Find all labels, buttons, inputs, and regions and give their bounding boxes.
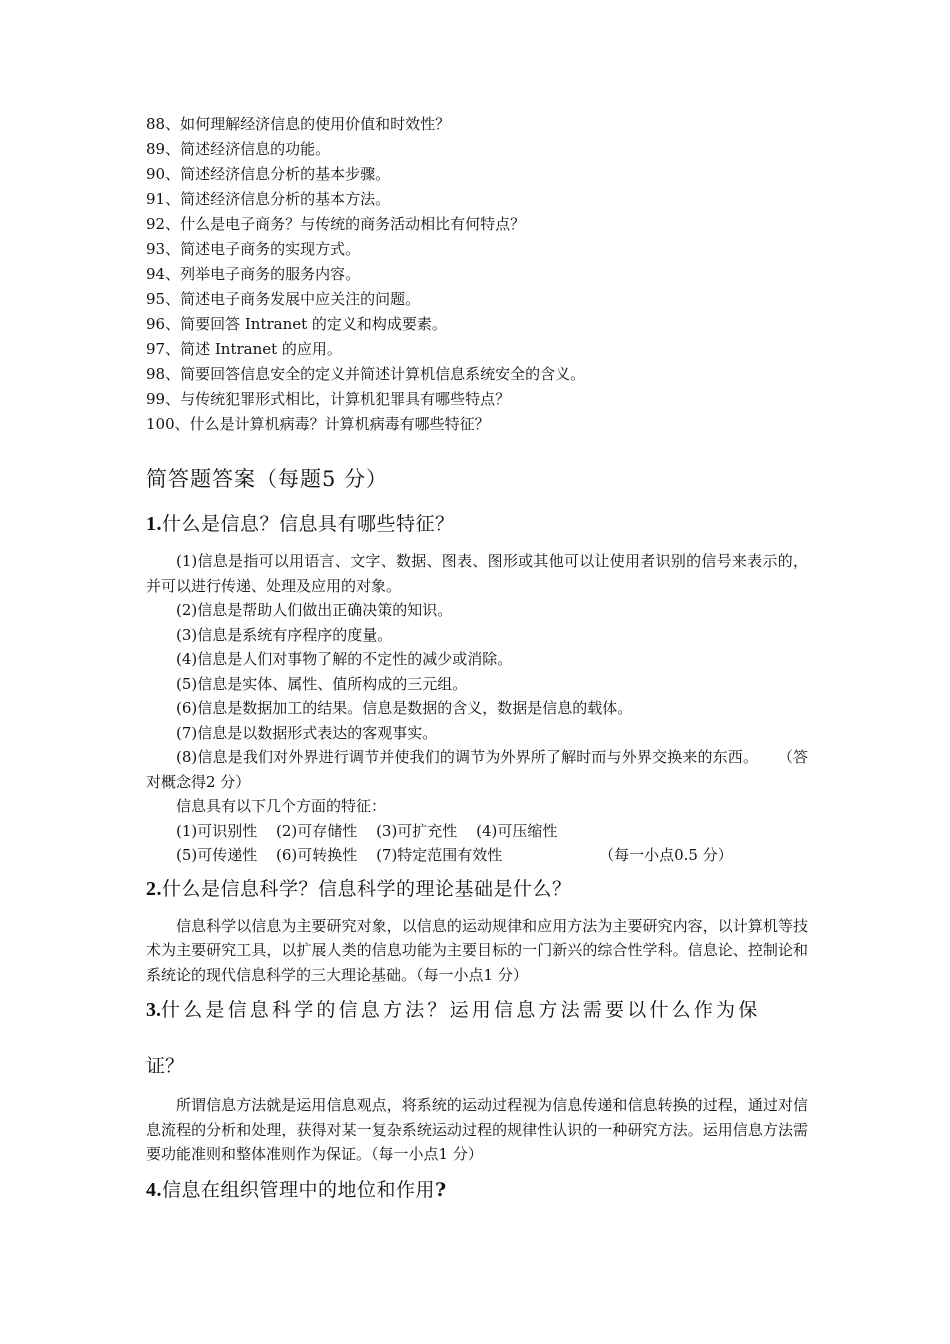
question-item: 92、什么是电子商务？与传统的商务活动相比有何特点？	[146, 215, 526, 233]
answer-3-text: 所谓信息方法就是运用信息观点，将系统的运动过程视为信息传递和信息转换的过程，通过对信息流程的分析和处理，获得对某一复杂系统运动过程的规律性认识的一种研究方法。运用信息方法需要功能准则和整体准则作为保证。	[146, 1096, 808, 1163]
feature-item: (6)可转换性	[276, 846, 358, 864]
answer-2-body	[146, 914, 808, 988]
answer-3-title: 什么是信息科学的信息方法？运用信息方法需要以什么作为保	[161, 999, 761, 1021]
question-item: 98、简要回答信息安全的定义并简述计算机信息系统安全的含义。	[146, 365, 586, 383]
answer-4-heading	[146, 1175, 808, 1205]
answer-1-title: 什么是信息？信息具有哪些特征？	[162, 513, 455, 535]
document-page	[146, 112, 808, 1205]
features-row-2	[146, 843, 808, 868]
question-item: 91、简述经济信息分析的基本方法。	[146, 190, 391, 208]
answer-3-number: 3.	[146, 999, 161, 1021]
feature-item: (2)可存储性	[276, 821, 358, 840]
feature-item: (7)特定范围有效性	[376, 846, 503, 864]
question-item: 93、简述电子商务的实现方式。	[146, 240, 361, 258]
answer-2-title: 什么是信息科学？信息科学的理论基础是什么？	[162, 877, 572, 900]
feature-item: (5)可传递性	[176, 846, 258, 864]
definition-item: (2)信息是帮助人们做出正确决策的知识。	[176, 601, 453, 619]
answer-3-score-note: （每一小点1 分）	[371, 1145, 483, 1163]
answer-4-title: 信息在组织管理中的地位和作用	[162, 1178, 436, 1201]
answer-4-question-mark: ?	[435, 1178, 447, 1201]
question-item: 95、简述电子商务发展中应关注的问题。	[146, 290, 421, 308]
answer-3-heading	[146, 995, 808, 1025]
question-item: 90、简述经济信息分析的基本步骤。	[146, 165, 391, 183]
definition-score-note: （答对概念得2 分）	[146, 748, 808, 791]
answer-1-body	[146, 549, 808, 868]
answer-3-heading-continued: 证？	[146, 1055, 185, 1077]
answer-1-heading	[146, 509, 808, 539]
feature-item: (4)可压缩性	[476, 821, 558, 840]
features-intro: 信息具有以下几个方面的特征：	[176, 797, 387, 815]
definition-item: (7)信息是以数据形式表达的客观事实。	[176, 723, 438, 742]
answer-2-text: 信息科学以信息为主要研究对象，以信息的运动规律和应用方法为主要研究内容，以计算机等技术为主要研究工具，以扩展人类的信息功能为主要目标的一门新兴的综合性学科。信息论、控制论和系统论的现代信息科学的三大理论基础。	[146, 916, 808, 984]
question-item: 89、简述经济信息的功能。	[146, 140, 331, 158]
question-list	[146, 112, 808, 437]
question-item: 100、什么是计算机病毒？计算机病毒有哪些特征？	[146, 415, 490, 433]
question-item: 97、简述 Intranet 的应用。	[146, 340, 342, 358]
definition-8-text: (8)信息是我们对外界进行调节并使我们的调节为外界所了解时而与外界交换来的东西。	[176, 748, 759, 766]
answers-section-title: 简答题答案（每题5 分）	[146, 467, 389, 491]
question-item: 99、与传统犯罪形式相比，计算机犯罪具有哪些特点？	[146, 390, 511, 408]
definition-item: (6)信息是数据加工的结果。信息是数据的含义，数据是信息的载体。	[176, 699, 633, 717]
answer-1-number: 1.	[146, 513, 162, 535]
answer-2-number: 2.	[146, 877, 162, 900]
definition-item: (4)信息是人们对事物了解的不定性的减少或消除。	[176, 650, 513, 668]
question-item: 96、简要回答 Intranet 的定义和构成要素。	[146, 315, 447, 333]
answer-2-score-note: （每一小点1 分）	[416, 965, 528, 984]
definition-item-8	[146, 745, 808, 794]
question-item: 88、如何理解经济信息的使用价值和时效性？	[146, 115, 451, 133]
feature-item: (1)可识别性	[176, 821, 258, 840]
definition-item: (5)信息是实体、属性、值所构成的三元组。	[176, 674, 468, 693]
definition-item: (3)信息是系统有序程序的度量。	[176, 625, 393, 644]
answer-3-body	[146, 1093, 808, 1167]
answer-4-number: 4.	[146, 1178, 162, 1201]
feature-item: (3)可扩充性	[376, 821, 458, 840]
question-item: 94、列举电子商务的服务内容。	[146, 265, 361, 283]
definition-item: (1)信息是指可以用语言、文字、数据、图表、图形或其他可以让使用者识别的信号来表示的，并可以进行传递、处理及应用的对象。	[146, 552, 808, 595]
features-score-note: （每一小点0.5 分）	[599, 846, 733, 864]
answer-2-heading	[146, 874, 808, 904]
features-row-1	[146, 819, 808, 844]
